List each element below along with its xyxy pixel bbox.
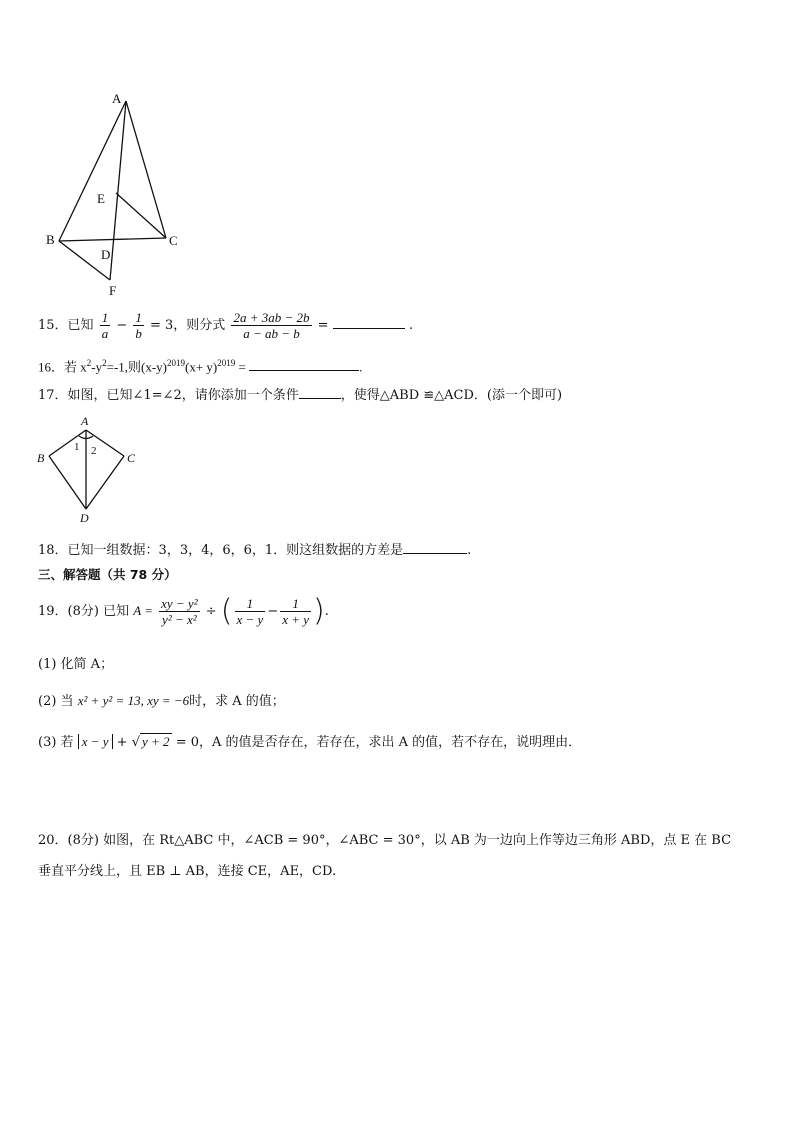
q19-frac-1: $\frac{\text{xy − y²}}{\text{y² − x²}}$ — [161, 596, 198, 627]
kite-figure-2 — [34, 414, 144, 526]
question-19-part-3: (3) 若 x − y + √ y + 2 = 0，A 的值是否存在，若存在，求出 A 的值，若不存在，说明理由． — [38, 734, 582, 750]
label-F: F — [109, 283, 117, 298]
section-heading: 三、解答题（共 78 分） — [38, 567, 177, 582]
q15-frac-1: $\frac{1}{a}$ — [101, 310, 109, 341]
label-B: B — [37, 451, 45, 465]
question-20-line-2: 垂直平分线上，且 EB ⊥ AB，连接 CE，AE，CD. — [38, 864, 337, 879]
label-A: A — [112, 91, 122, 106]
label-B: B — [46, 232, 55, 247]
angle-1-label: 1 — [74, 441, 80, 453]
q19-frac-3: $\frac{1}{x + y}$ — [282, 596, 310, 627]
label-D: D — [80, 511, 89, 525]
answer-blank-17[interactable] — [299, 385, 341, 399]
question-15: 15．已知 $\frac{1}{a}$ − $\frac{1}{b}$ = 3，则分式 $\frac{2a + 3ab - 2b}{a - ab - b}$ = . — [38, 310, 413, 341]
sqrt-expr: y + 2 — [142, 734, 170, 749]
q15-prefix: 15．已知 — [38, 318, 94, 333]
question-16: 16．若 $x^2-y^2=-1$,则$(x-y)^{2019}(x+ y)^{2019}$ = . — [38, 358, 363, 375]
label-C: C — [127, 451, 136, 465]
q19-frac-2: $\frac{1}{x - y}$ — [236, 596, 264, 627]
angle-2-label: 2 — [91, 445, 97, 457]
label-C: C — [169, 233, 178, 248]
q15-frac-3: $\frac{2a + 3ab - 2b}{a - ab - b}$ — [233, 310, 310, 341]
question-17: 17．如图，已知∠1=∠2，请你添加一个条件 ，使得△ABD ≌△ACD．(添一个即可) — [38, 385, 562, 405]
q15-frac-2: $\frac{1}{b}$ — [135, 310, 142, 341]
question-20-line-1: 20．(8分) 如图，在 Rt△ABC 中，∠ACB = 90°，∠ABC = 30°，以 AB 为一边向上作等边三角形 ABD，点 E 在 BC — [38, 833, 732, 848]
triangle-figure-1 — [38, 85, 198, 300]
label-D: D — [101, 247, 111, 262]
label-A: A — [81, 414, 89, 428]
question-19: 19．(8分) 已知 A = $\frac{\text{xy − y²}}{\text{y² − x²}}$ ÷ ( $\frac{1}{x - y}$ − $\frac{1}{x + y}$ ). — [38, 593, 329, 629]
answer-blank-16[interactable] — [249, 357, 359, 371]
absolute-value-expr: x − y — [78, 734, 113, 749]
question-18: 18．已知一组数据：3，3，4，6，6，1．则这组数据的方差是 . — [38, 540, 471, 560]
question-19-part-1: (1) 化简 A； — [38, 657, 114, 672]
question-19-part-2: (2) 当 x² + y² = 13, xy = −6时，求 A 的值； — [38, 693, 285, 709]
answer-blank-15[interactable] — [333, 315, 405, 329]
answer-blank-18[interactable] — [403, 540, 467, 554]
label-E: E — [97, 191, 105, 206]
